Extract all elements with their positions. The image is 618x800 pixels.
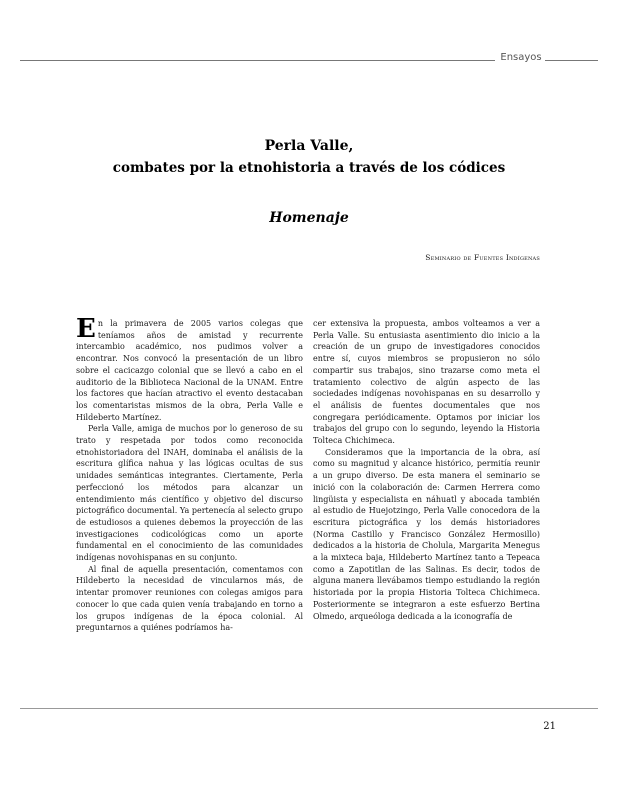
body-column-right (313, 318, 540, 622)
article-author: Seminario de Fuentes Indígenas (425, 253, 540, 262)
body-paragraph: Al final de aquella presentación, comentamos con Hildeberto la necesidad de vincularnos más, de intentar promover reuniones con colegas amigos para conocer lo que cada quien venía trabajando en torno a los grupos indígenas de la época colonial. Al preguntarnos a quiénes podríamos ha- (76, 564, 303, 633)
article-title-line-1: Perla Valle, (264, 138, 354, 154)
page-number: 21 (543, 721, 556, 732)
paragraph-text: n la primavera de 2005 varios colegas que teníamos años de amistad y recurrente intercambio académico, nos pudimos volver a encontrar. Nos convocó la presentación de un libro sobre el cacicazgo colonial que se llevó a cabo en el auditorio de la Biblioteca Nacional de la UNAM. Entre los factores que hacían atractivo el evento destacaban los comentaristas mismos de la obra, Perla Valle e Hildeberto Martínez. (76, 319, 303, 422)
article-subtitle: Homenaje (269, 210, 349, 226)
section-label: Ensayos (500, 52, 542, 63)
header-rule-right (545, 60, 598, 61)
header-rule (20, 60, 495, 61)
body-paragraph (76, 314, 303, 423)
body-column-left (76, 314, 303, 634)
article-title-line-2: combates por la etnohistoria a través de los códices (112, 160, 506, 176)
drop-cap: E (76, 314, 96, 344)
body-paragraph: cer extensiva la propuesta, ambos volteamos a ver a Perla Valle. Su entusiasta asentimiento dio inicio a la creación de un grupo de investigadores conocidos entre sí, cuyos miembros se propusieron no sólo compartir sus trabajos, sino trazarse como meta el tratamiento colectivo de algún aspecto de las sociedades indígenas novohispanas en su desarrollo y el análisis de fuentes documentales que nos congregara periódicamente. Optamos por iniciar los trabajos del grupo con lo segundo, leyendo la Historia Tolteca Chichimeca. (313, 319, 540, 446)
body-paragraph: Perla Valle, amiga de muchos por lo generoso de su trato y respetada por todos como reconocida etnohistoriadora del INAH, dominaba el análisis de la escritura glífica nahua y las lógicas ocultas de sus unidades semánticas integrantes. Ciertamente, Perla perfeccionó los métodos para alcanzar un entendimiento más científico y objetivo del discurso pictográfico documental. Ya pertenecía al selecto grupo de estudiosos a quienes debemos la proyección de las investigaciones codicológicas como un aporte fundamental en el conocimiento de las comunidades indígenas novohispanas en su conjunto. (76, 424, 303, 563)
body-paragraph: Consideramos que la importancia de la obra, así como su magnitud y alcance histórico, permitía reunir a un grupo diverso. De esta manera el seminario se inició con la colaboración de: Carmen Herrera como lingüista y especialista en náhuatl y abocada también al estudio de Huejotzingo, Perla Valle conocedora de la escritura pictográfica y los demás historiadores (Norma Castillo y Francisco González Hermosillo) dedicados a la historia de Cholula, Margarita Menegus a la mixteca baja, Hildeberto Martínez tanto a Tepeaca como a Zapotitlan de las Salinas. Es decir, todos de alguna manera llevábamos tiempo estudiando la región historiada por la propia Historia Tolteca Chichimeca. Posteriormente se integraron a este esfuerzo Bertina Olmedo, arqueóloga dedicada a la iconografía de (313, 447, 540, 621)
footer-rule (20, 708, 598, 709)
